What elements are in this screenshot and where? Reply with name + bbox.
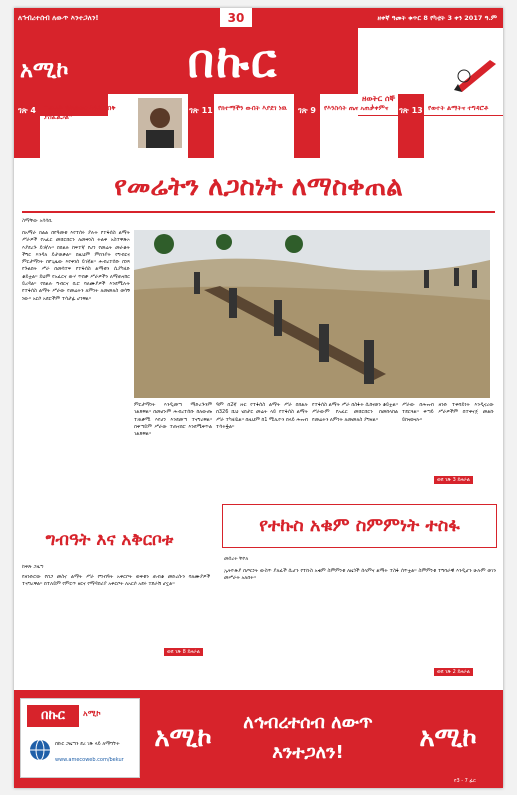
teaser-text: የክተማችን ውበት እያደገ ነዉ bbox=[218, 104, 287, 112]
continued-note: ወደ ገጽ 2 ይዞራል bbox=[434, 668, 473, 676]
teaser-page-ref: ገጽ 11 bbox=[188, 94, 214, 158]
story-byline: ከቅጽ ጋዜጣ bbox=[22, 564, 44, 570]
writing-hand-icon bbox=[450, 54, 500, 94]
bottom-page-ref: የ3 - 7 ፊር bbox=[454, 778, 476, 784]
bottom-amico-left bbox=[150, 698, 216, 778]
bottom-brand: በኩር bbox=[27, 705, 79, 727]
story-byline: መሰረት ቸኮለ bbox=[224, 556, 249, 562]
article-column-5: ሥራው በሕዝብ ዘንድ ተቀባይነት እንዲኖረው ተደርጓል። ቀጣይ ሥራዎችም በተቀናጀ መልኩ ይከናወናሉ። bbox=[402, 402, 494, 423]
main-article-photo bbox=[134, 230, 490, 398]
article-byline: ስማቸው አሳሳቢ bbox=[22, 218, 53, 224]
bottom-amico-text: አሚኮ bbox=[419, 723, 477, 753]
bottom-amico-text: አሚኮ bbox=[154, 723, 212, 753]
teaser-portrait-photo bbox=[138, 98, 182, 148]
issue-info: ዘቀኛ ዓመት ቁጥር 8 የካቲት 3 ቀን 2017 ዓ.ም bbox=[377, 14, 497, 22]
article-column-2: ምርታማነት እንዲመጣ ማድረጉንም ገልጸዋል። በመሆኑም ሕብረተሰቡ ከለውጡ ተጠቃሚ እየሆነ እንደመጣ ተናግረዋል። በቀጣይም ሥራው ተጠናክሮ እንደሚቀጥል ገልጸዋል። bbox=[134, 402, 212, 438]
continued-note: ወደ ገጽ 8 ይዞራል bbox=[164, 648, 203, 656]
teaser-text: የወተት ልማትና ተግዳሮቶ bbox=[428, 104, 489, 112]
newspaper-page bbox=[14, 8, 503, 788]
bottom-slogan-box bbox=[220, 698, 396, 778]
top-bar-slogan: ለኅብረተሰብ ለውጥ እንተጋለን! bbox=[18, 14, 99, 22]
story-title-ceasefire: የተኩስ አቁም ስምምነት ተስፋ bbox=[222, 504, 497, 548]
story-title-inputs: ግብዓት እና አቅርቦቱ bbox=[45, 530, 174, 550]
bottom-slogan: ለኅብረተሰብ ለውጥ እንተጋለን! bbox=[243, 712, 373, 763]
bottom-amico-right bbox=[400, 698, 496, 778]
bottom-caption: በኩር ጋዜጣን ደረ ገጽ ላይ ለማግኘት bbox=[55, 741, 120, 747]
story-body: የዘንድሮው የበጋ መስኖ ልማት ሥራ የግብዓት አቅርቦት ወቅቱን ጠብቆ መድረሱን ባለሙያዎች ተናግረዋል። በተለይም የምርጥ ዘርና የማዳበሪያ አቅርቦት ለአርሶ አደሩ ተደራሽ ሆኗል። bbox=[22, 574, 210, 588]
page-number: 30 bbox=[219, 8, 253, 28]
article-column-3: ዓም በ2ኛ ዙር የተፋሰስ ልማት ሥራ በክልሉ በ326 ሺህ ሄክታር መሬት ላይ የተፋሰስ ልማት ሥራ ተካሂዷል። በዚህም ከ1 ሚሊዮን በላይ ሕዝብ ተሳትፏል። bbox=[216, 402, 308, 430]
continued-note: ወደ ገጽ 3 ይዞራል bbox=[434, 476, 473, 484]
main-headline: የመሬትን ለጋስነት ለማስቀጠል bbox=[114, 172, 403, 202]
teaser-text: “መሬት በሕይወቱ እንዲጠበቅ ያስፈልጋል” bbox=[44, 104, 116, 121]
article-column-1: በአማራ ክልል በየዓመቱ እየተሰሩ ያሉት የተፋሰስ ልማት ሥራዎች የአፈር መሸርሸርን ለመቀነስ ትልቅ አስተዋጽኦ እያደረጉ ይገኛሉ። በክልሉ ከፍተኛ የሆነ የመሬት መራቆት ችግር እንዳለ ይታወቃል። በዚህም ምክንያት የግብርና ምርታማነት በየጊዜው እየቀነሰ ይገኛል። ሕብረተሰቡ በነጻ የጉልበት ሥራ በመሳተፍ የተፋሰስ ልማቱን ሲያካሂድ ቆይቷል። ይህም የአፈርና ውሃ ጥበቃ ሥራዎችን ለማጠናከር ይረዳል። የክልሉ ግብርና ቢሮ ባለሙያዎች እንደሚሉት የተፋሰስ ልማት ሥራው የመሬትን ለምነት ለመመለስ ወሳኝ ነው። አርሶ አደሮችም ተሳታፊ ሆነዋል። bbox=[22, 230, 130, 302]
person-photo-icon bbox=[138, 98, 182, 148]
teaser-text: የእንስሳት ጤና አጠቃቀምና bbox=[324, 104, 389, 112]
bottom-brand-tag: አሚኮ bbox=[83, 709, 101, 718]
teaser-1[interactable] bbox=[14, 94, 134, 158]
bottom-logo-box bbox=[20, 698, 140, 778]
globe-icon bbox=[29, 739, 51, 761]
teaser-page-ref: ገጽ 9 bbox=[294, 94, 320, 158]
bottom-url[interactable]: www.amecoweb.com/bekur bbox=[55, 757, 124, 763]
brand-amico: አሚኮ bbox=[20, 58, 69, 83]
teaser-page-ref: ገጽ 4 bbox=[14, 94, 40, 158]
headline-divider bbox=[22, 211, 495, 213]
article-column-4: የተፋሰስ ልማት ሥራ በስፋት ሲከናወን ቆይቷል። ሥራውም የአፈር መሸርሸርን በመከላከል የመሬትን ለምነት ለመመለስ ያግዛል። bbox=[312, 402, 398, 423]
teaser-2[interactable] bbox=[188, 94, 288, 158]
newspaper-name: በኩር bbox=[187, 34, 279, 88]
story-body: ኢትዮጵያ በጦርነት ውስጥ ያለፈች ሲሆን የተኩስ አቁም ስምምነቱ ለዜጎች ሰላምና ልማት ተስፋ ሰጥቷል። ስምምነቱ ተግባራዊ እንዲሆን ሁሉም ወገን መሥራት አለበት። bbox=[224, 568, 496, 582]
terrace-work-photo bbox=[134, 230, 490, 398]
teaser-4[interactable] bbox=[398, 94, 503, 158]
teaser-3[interactable] bbox=[294, 94, 394, 158]
frequency-label: ዘወትር ሰኞ bbox=[362, 94, 396, 103]
masthead-title-block bbox=[108, 28, 358, 94]
teaser-page-ref: ገጽ 13 bbox=[398, 94, 424, 158]
